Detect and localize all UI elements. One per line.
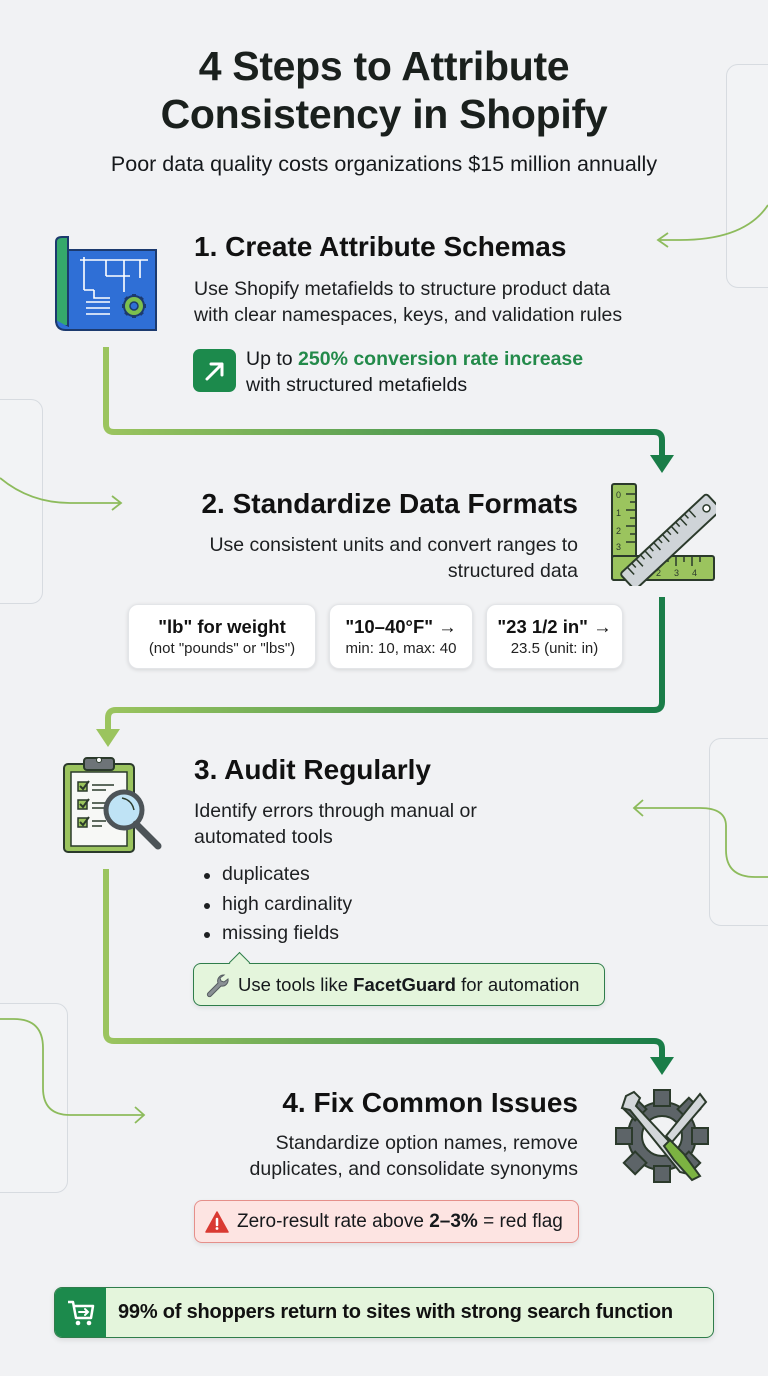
gear-tools-icon xyxy=(612,1084,712,1184)
footer-text: 99% of shoppers return to sites with strong search function xyxy=(118,1301,673,1323)
warning-triangle-icon xyxy=(205,1211,229,1233)
step-4-title: 4. Fix Common Issues xyxy=(282,1087,578,1118)
svg-text:1: 1 xyxy=(616,508,622,518)
example-title: "23 1/2 in" → xyxy=(497,615,612,637)
step-1-desc-line-1: Use Shopify metafields to structure product data xyxy=(194,278,611,300)
blueprint-gear-icon xyxy=(54,236,160,334)
svg-text:3: 3 xyxy=(616,542,622,552)
step-4-description xyxy=(250,1130,578,1182)
footer-stat-banner xyxy=(54,1287,714,1338)
step-3-desc-line-2: automated tools xyxy=(194,826,333,848)
example-detail: min: 10, max: 40 xyxy=(345,639,457,657)
warning-prefix: Zero-result rate above xyxy=(237,1210,430,1232)
step-3-description xyxy=(194,798,477,850)
svg-text:2: 2 xyxy=(656,568,662,578)
step-2-description xyxy=(209,532,578,584)
svg-text:3: 3 xyxy=(674,568,680,578)
zero-result-warning xyxy=(194,1200,579,1243)
wrench-icon xyxy=(204,972,230,998)
step-1-desc-line-2: with clear namespaces, keys, and validation rules xyxy=(194,304,623,326)
step-3-title: 3. Audit Regularly xyxy=(194,754,432,785)
cart-icon xyxy=(55,1288,106,1337)
step-1-stat xyxy=(193,346,583,398)
step-1-title: 1. Create Attribute Schemas xyxy=(194,231,567,262)
example-title: "10–40°F" → xyxy=(345,615,457,637)
step-2-title: 2. Standardize Data Formats xyxy=(201,488,578,519)
stat-prefix: Up to xyxy=(246,348,299,370)
title-line-1: 4 Steps to Attribute xyxy=(198,43,570,89)
svg-text:0: 0 xyxy=(616,490,622,500)
stat-highlight: 250% conversion rate increase xyxy=(298,348,584,370)
step-3-desc-line-1: Identify errors through manual or xyxy=(194,800,477,822)
list-item: duplicates xyxy=(200,860,352,890)
tip-suffix: for automation xyxy=(455,973,580,995)
trend-arrow-up-icon xyxy=(193,349,236,392)
step-4-desc-line-2: duplicates, and consolidate synonyms xyxy=(249,1158,578,1180)
rulers-icon xyxy=(610,482,716,586)
stat-suffix: with structured metafields xyxy=(246,374,468,396)
format-example-range xyxy=(329,604,473,669)
page-title xyxy=(0,42,768,138)
page-subtitle: Poor data quality costs organizations $15 million annually xyxy=(110,152,658,176)
tool-tip-callout xyxy=(193,963,605,1006)
tip-tool-name: FacetGuard xyxy=(353,973,456,995)
step-4-desc-line-1: Standardize option names, remove xyxy=(275,1132,578,1154)
list-item: high cardinality xyxy=(200,890,352,920)
example-detail: (not "pounds" or "lbs") xyxy=(148,639,296,657)
example-title: "lb" for weight xyxy=(158,615,286,637)
svg-text:4: 4 xyxy=(692,568,698,578)
clipboard-magnifier-icon xyxy=(62,754,166,854)
example-detail: 23.5 (unit: in) xyxy=(510,639,599,657)
title-line-2: Consistency in Shopify xyxy=(160,91,608,137)
step-1-description xyxy=(194,276,622,328)
warning-threshold: 2–3% xyxy=(429,1210,478,1232)
warning-suffix: = red flag xyxy=(477,1210,563,1232)
audit-issue-list xyxy=(200,860,352,949)
svg-text:2: 2 xyxy=(616,526,622,536)
list-item: missing fields xyxy=(200,919,352,949)
tip-prefix: Use tools like xyxy=(238,973,354,995)
format-example-weight xyxy=(128,604,316,669)
step-2-desc-line-1: Use consistent units and convert ranges to xyxy=(209,534,578,556)
step-2-desc-line-2: structured data xyxy=(447,560,578,582)
format-example-fraction xyxy=(486,604,623,669)
